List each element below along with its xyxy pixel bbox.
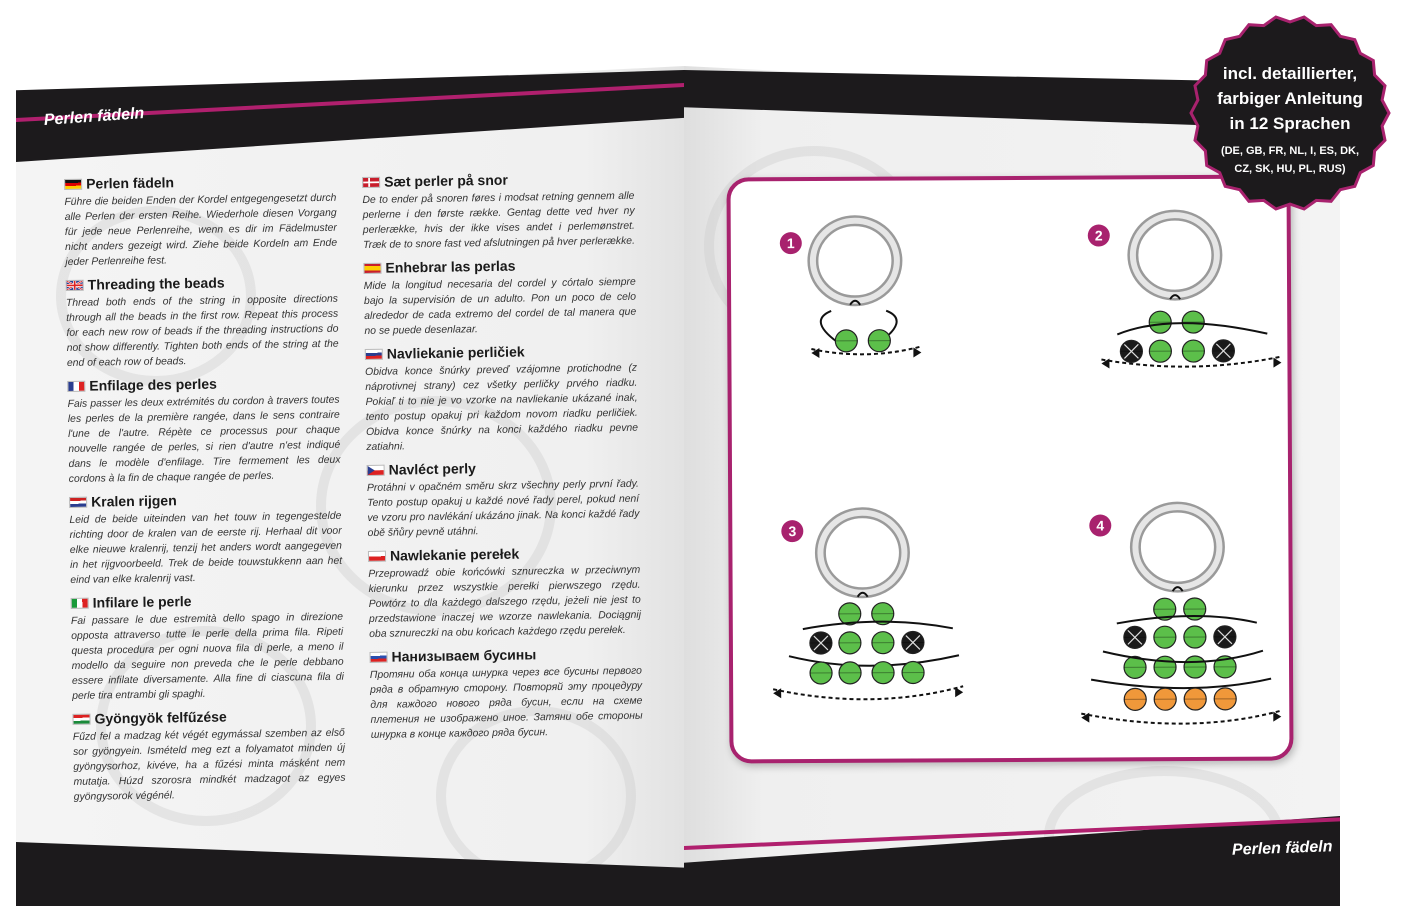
section-title: Sæt perler på snor — [383, 171, 508, 190]
section-body: Протяни оба конца шнурка через все бусины первого ряда в обратную сторону. Повторяй эту процедуру для каждого нового ряда бусин, если на схеме плетения не изображено иное. Затяни обе стороны шнурка в конце каждого ряда бусин. — [369, 665, 643, 741]
instruction-section — [365, 342, 639, 455]
key-ring-highlight — [1133, 215, 1217, 295]
russia-flag-icon — [370, 651, 388, 662]
section-heading — [66, 273, 338, 293]
section-title: Нанизываем бусины — [391, 646, 537, 665]
poland-flag-icon — [368, 550, 386, 561]
thread — [1117, 616, 1257, 624]
key-ring-highlight — [1135, 507, 1219, 587]
instruction-section — [369, 645, 642, 743]
uk-flag-icon — [66, 279, 84, 290]
section-title: Kralen rijgen — [90, 492, 177, 510]
section-heading — [367, 458, 639, 478]
instruction-section — [368, 544, 641, 642]
badge-line: incl. detaillierter, — [1222, 64, 1358, 83]
thread-dashed — [1081, 711, 1281, 725]
section-heading — [365, 342, 637, 362]
section-body: Obidva konce šnúrky preveď vzájomne protichodne (z náprotivnej strany) cez všetky perličky prvého riadku. Pokiaľ ti to nie je vo vzorke na navliekanie ukázané inak, tento postup opakuj pri každom novom riadku perličiek. Obidva konce šnúrky na konci každého riadku pevne zatiahni. — [365, 362, 639, 453]
badge-languages-line: (DE, GB, FR, NL, I, ES, DK, — [1220, 145, 1360, 157]
italy-flag-icon — [71, 597, 89, 608]
hungary-flag-icon — [72, 713, 90, 724]
instruction-section — [72, 707, 345, 805]
instructions-column-right — [362, 170, 643, 750]
instruction-section — [69, 490, 342, 588]
section-heading — [71, 591, 343, 611]
step-number: 1 — [786, 235, 795, 252]
section-body: Thread both ends of the string in opposite directions through all the beads in the first row. Repeat this process for each new row of beads if the threading instructions do not show differently. Tighten both ends of the string at the end of each row of beads. — [65, 293, 339, 369]
section-heading — [368, 544, 640, 564]
section-body: Fűzd fel a madzag két végét egymással szemben az első sor gyöngyein. Ismételd meg ezt a folyamatot minden új gyöngysorhoz, kivéve, ha a fűzési minta másként nem mutatja. Húzd szorosra mindkét madzagot az egyes gyöngysorok végénél. — [72, 727, 346, 803]
section-body: Mide la longitud necesaria del cordel y córtalo siempre bajo la supervisión de un adulto. Pon un poco de celo alrededor de cada extremo del cordel de tal manera que no se puede desenlazar. — [363, 276, 637, 337]
instruction-section — [71, 591, 345, 704]
key-ring-highlight — [820, 513, 904, 593]
threading-diagram-panel — [726, 175, 1293, 764]
section-heading — [362, 170, 634, 190]
section-title: Enfilage des perles — [89, 375, 218, 394]
section-title: Navléct perly — [388, 460, 476, 478]
germany-flag-icon — [64, 178, 82, 189]
section-body: Leid de beide uiteinden van het touw in tegengestelde richting door de kralen van de eerste rij. Herhaal dit voor elke nieuwe kralenrij, tenzij het anders wordt aangegeven in het rijgvoorbeeld. Trek de beide touwstukkenn aan het eind van elke kralenrij vast. — [69, 510, 343, 586]
step-number: 3 — [788, 523, 797, 540]
footer-title: Perlen fädeln — [1231, 838, 1333, 859]
section-title: Enhebrar las perlas — [385, 257, 516, 276]
section-title: Gyöngyök felfűzése — [94, 708, 227, 727]
instruction-section — [64, 172, 337, 270]
language-badge — [1173, 13, 1407, 213]
badge-languages-line: CZ, SK, HU, PL, RUS) — [1234, 163, 1346, 175]
netherlands-flag-icon — [69, 496, 87, 507]
section-body: Führe die beiden Enden der Kordel entgegengesetzt durch alle Perlen der ersten Reihe. Wiederhole diesen Vorgang für jede neue Perlenreihe, wenn es dir im Fädelmuster nicht anders gezeigt wird. Ziehe beide Kordeln am Ende jeder Perlenreihe fest. — [64, 192, 338, 268]
section-title: Infilare le perle — [92, 593, 192, 611]
threading-diagram — [730, 179, 1289, 760]
instruction-section — [367, 458, 640, 541]
step-number: 2 — [1094, 227, 1103, 244]
slovakia-flag-icon — [365, 348, 383, 359]
section-body: De to ender på snoren føres i modsat retning gennem alle perlerne i den første række. Gentag dette ved hver ny perlerække, hvis der ikke vises andet i perlemønstret. Træk de to snore fast ved afslutningen på hver perlerække. — [362, 190, 636, 251]
czech-flag-icon — [367, 464, 385, 475]
header-title: Perlen fädeln — [43, 105, 145, 129]
section-body: Protáhni v opačném směru skrz všechny perly první řady. Tento postup opakuj u každé nové řady perel, pokud není ve vzoru pro navlékání ukázáno jinak. Na konci každé řady obě šňůry pevně utáhni. — [366, 478, 640, 539]
arrow-icon — [1273, 712, 1281, 722]
instruction-section — [66, 273, 339, 371]
section-title: Perlen fädeln — [85, 174, 175, 192]
key-ring-highlight — [813, 221, 897, 301]
badge-line: in 12 Sprachen — [1229, 114, 1351, 133]
spain-flag-icon — [363, 262, 381, 273]
section-body: Fai passare le due estremità dello spago in direzione opposta attraverso tutte le perle della prima fila. Ripeti questa procedura per ogni nuova fila di perle, a meno il modello da seguire non preveda che le perle debbano essere infilate diversamente. Alla fine di ciascuna fila di perle tira entrambi gli spaghi. — [70, 611, 344, 702]
instruction-section — [362, 170, 635, 253]
thread — [803, 621, 953, 629]
thread-dashed — [811, 346, 921, 354]
badge-languages — [1183, 142, 1397, 178]
arrow-icon — [913, 347, 921, 357]
denmark-flag-icon — [362, 176, 380, 187]
arrow-icon — [1273, 358, 1281, 368]
france-flag-icon — [67, 380, 85, 391]
instructions-column-left — [64, 172, 346, 812]
section-heading — [67, 374, 339, 394]
section-heading — [363, 256, 635, 276]
badge-line: farbiger Anleitung — [1217, 89, 1363, 108]
section-heading — [64, 172, 336, 192]
section-heading — [369, 645, 641, 665]
thread-dashed — [773, 686, 963, 700]
instruction-section — [67, 374, 341, 487]
instruction-section — [363, 256, 636, 339]
section-title: Navliekanie perličiek — [386, 343, 525, 362]
section-heading — [72, 707, 344, 727]
section-title: Nawlekanie perełek — [389, 545, 520, 564]
section-body: Fais passer les deux extrémités du cordon à travers toutes les perles de la première rangée, dans le sens contraire l'une de l'autre. Répète ce processus pour chaque nouvelle rangée de perles, si rien d'autre n'est indiqué dans le modèle d'enfilage. Tire fermement les deux cordons à la fin de chaque rangée de perles. — [67, 394, 341, 485]
section-title: Threading the beads — [87, 274, 225, 293]
section-heading — [69, 490, 341, 510]
thread — [1091, 679, 1271, 689]
section-body: Przeprowadź obie końcówki sznureczka w przeciwnym kierunku przez wszystkie perełki pierwszego rzędu. Powtórz to dla każdego dalszego rzędu, jeżeli nie jest to przedstawione inaczej we wzorze nawlekania. Dociągnij oba sznureczki na obu końcach każdego rzędu perełek. — [368, 564, 642, 640]
arrow-icon — [955, 687, 963, 697]
step-number: 4 — [1096, 517, 1105, 534]
